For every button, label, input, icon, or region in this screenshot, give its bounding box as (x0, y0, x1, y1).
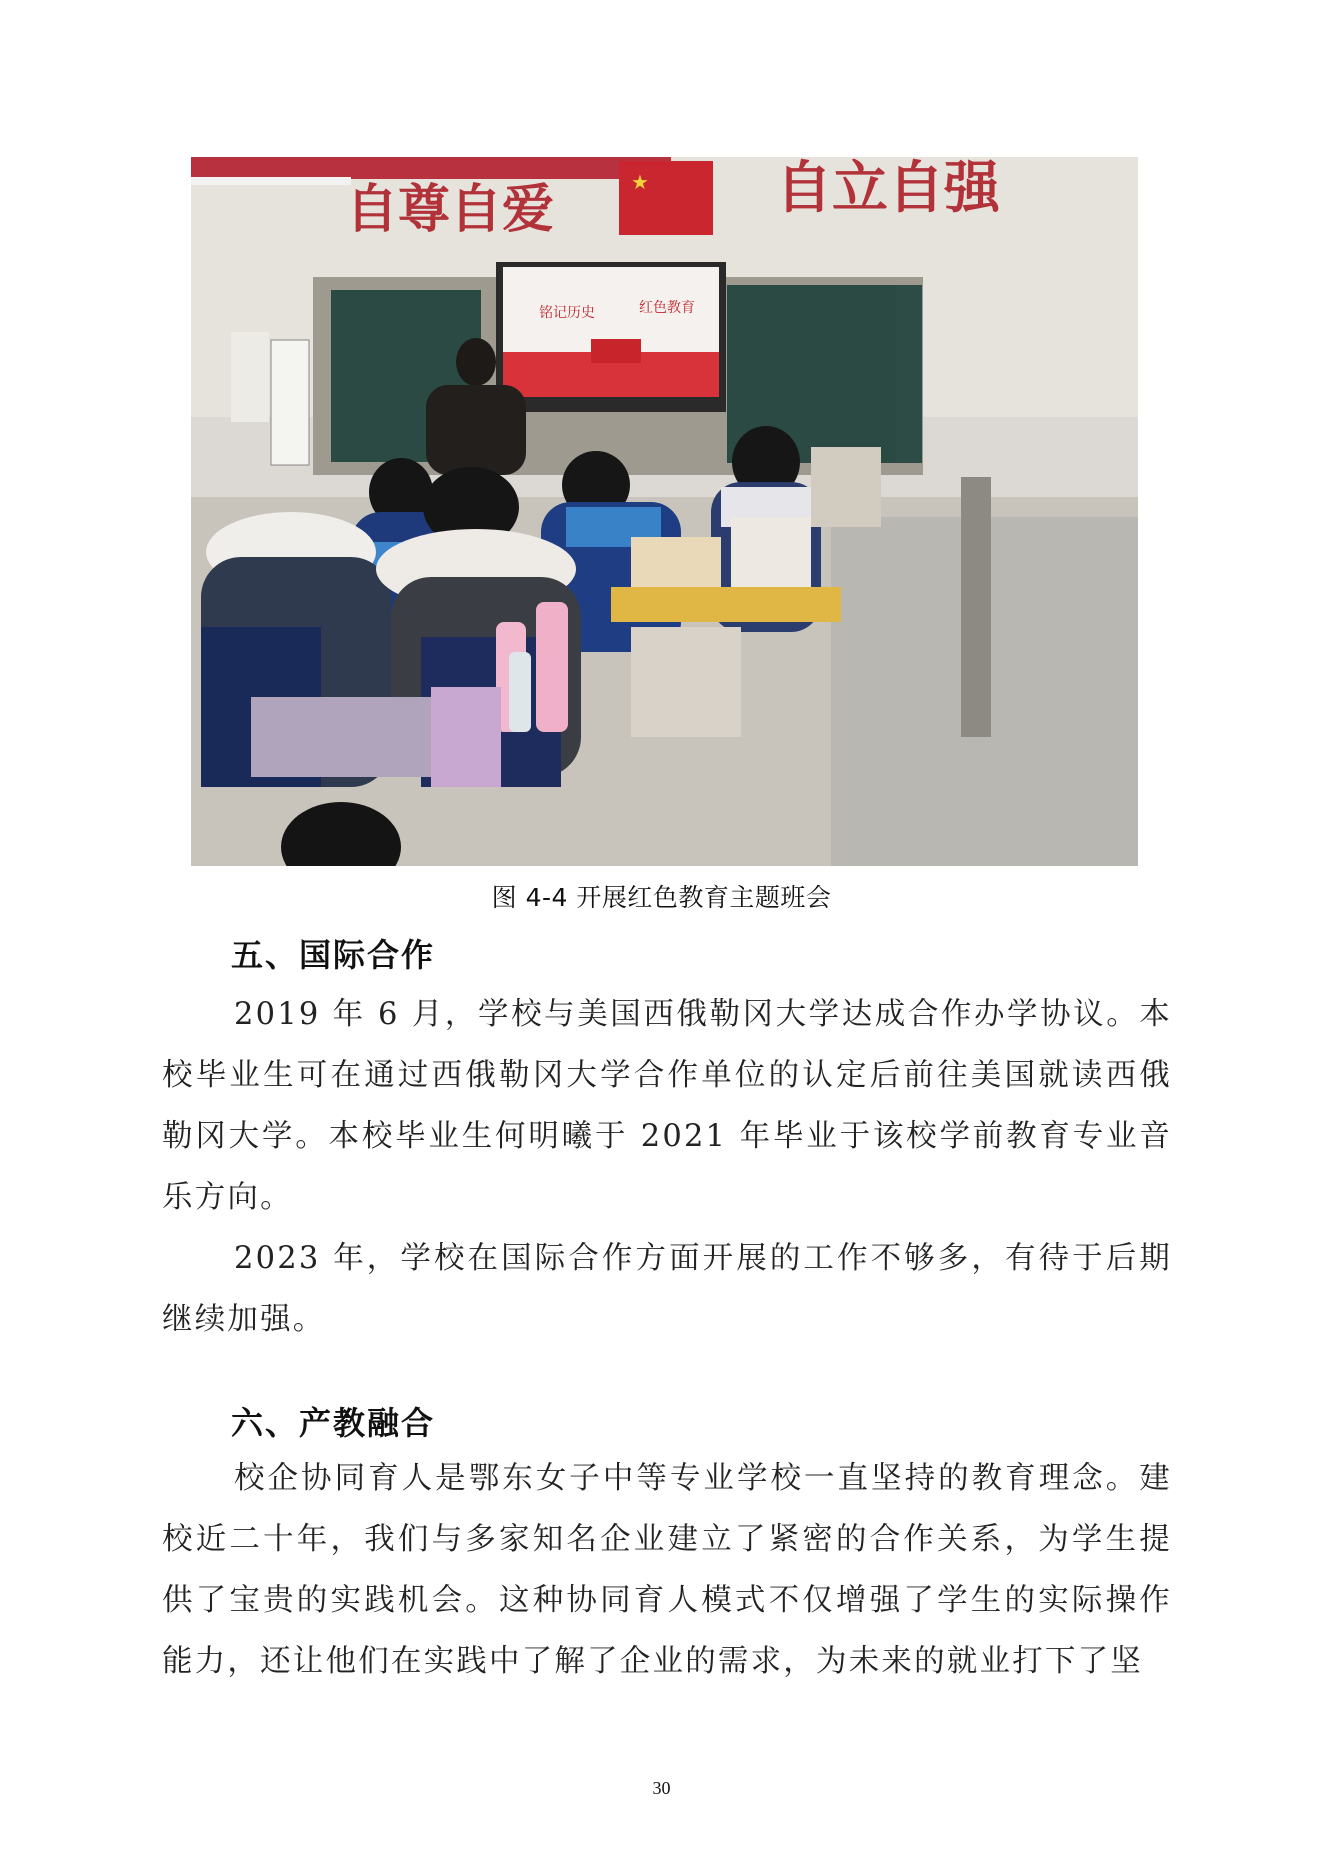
banner-left-text: 自尊自爱 (346, 180, 555, 240)
paragraph-international-1: 2019 年 6 月，学校与美国西俄勒冈大学达成合作办学协议。本校毕业生可在通过西俄勒冈大学合作单位的认定后前往美国就读西俄勒冈大学。本校毕业生何明曦于 2021 年毕业于该校学前教育专业音乐方向。 (162, 997, 1172, 1215)
section-heading-industry: 六、产教融合 (231, 1404, 436, 1442)
banner-right-text: 自立自强 (776, 157, 1000, 221)
screen-text-left: 铭记历史 (539, 305, 595, 321)
paragraph-industry-1: 校企协同育人是鄂东女子中等专业学校一直坚持的教育理念。建校近二十年，我们与多家知名企业建立了紧密的合作关系，为学生提供了宝贵的实践机会。这种协同育人模式不仅增强了学生的实际操作能力，还让他们在实践中了解了企业的需求，为未来的就业打下了坚 (162, 1461, 1172, 1679)
paragraph-international-2: 2023 年，学校在国际合作方面开展的工作不够多，有待于后期继续加强。 (162, 1241, 1172, 1337)
page-number: 30 (652, 1778, 671, 1798)
figure-caption: 图 4-4 开展红色教育主题班会 (491, 883, 832, 912)
classroom-photo (191, 157, 1138, 866)
screen-text-right: 红色教育 (639, 300, 695, 316)
section-heading-international: 五、国际合作 (231, 936, 436, 974)
svg-text:★: ★ (631, 172, 649, 194)
